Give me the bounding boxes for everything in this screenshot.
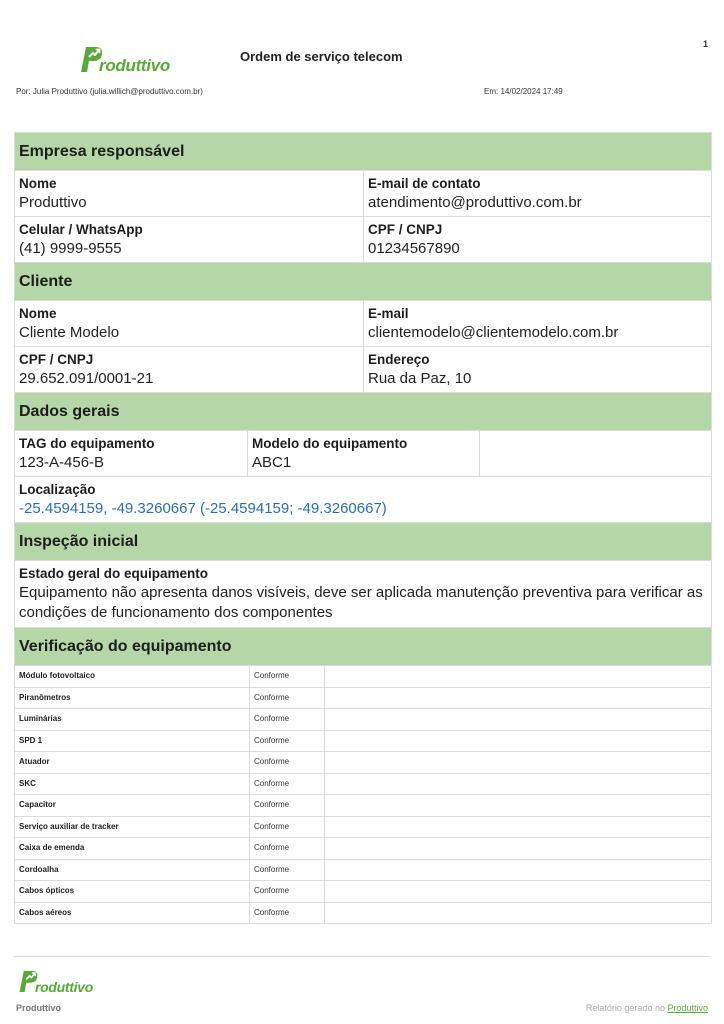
field-value: Cliente Modelo — [19, 324, 120, 341]
field-label: Celular / WhatsApp — [19, 222, 143, 237]
table-row — [15, 881, 711, 903]
field-label: Endereço — [368, 352, 430, 367]
check-item-notes — [324, 881, 711, 902]
check-item-status: Conforme — [249, 881, 324, 902]
field-row — [15, 431, 711, 477]
field-row — [15, 347, 711, 393]
footer-generated-text: Relatório gerado no — [585, 1003, 668, 1013]
check-item-status: Conforme — [249, 774, 324, 795]
field-label: Modelo do equipamento — [251, 436, 408, 451]
field-row — [15, 477, 711, 523]
page-number: 1 — [702, 39, 708, 49]
field-row — [15, 217, 711, 263]
field-cpf-cliente — [15, 347, 363, 392]
field-label: CPF / CNPJ — [368, 222, 443, 237]
location-link[interactable]: -25.4594159, -49.3260667 (-25.4594159; -49.3260667) — [19, 500, 387, 517]
table-row — [15, 860, 711, 882]
check-item-notes — [324, 838, 711, 859]
table-row — [15, 903, 711, 924]
author-line: Por: Julia Produttivo (julia.willich@produttivo.com.br) — [16, 87, 203, 96]
field-celular — [15, 217, 363, 262]
field-email-cliente — [363, 301, 711, 346]
section-header-dados-gerais: Dados gerais — [15, 393, 711, 431]
report-body — [14, 132, 712, 924]
table-row — [15, 666, 711, 688]
field-nome-empresa — [15, 171, 363, 216]
field-value: Produttivo — [19, 194, 87, 211]
section-header-inspecao-inicial: Inspeção inicial — [15, 523, 711, 561]
field-localizacao — [15, 477, 711, 522]
field-label: E-mail — [368, 306, 409, 321]
check-item-notes — [324, 774, 711, 795]
field-label: Estado geral do equipamento — [19, 566, 209, 581]
field-email-contato — [363, 171, 711, 216]
field-value: atendimento@produttivo.com.br — [368, 194, 582, 211]
field-estado-geral — [15, 561, 711, 627]
check-item-notes — [324, 731, 711, 752]
field-value: Rua da Paz, 10 — [368, 370, 472, 387]
check-item-name: Capacitor — [19, 800, 56, 809]
check-item-status: Conforme — [249, 903, 324, 924]
check-item-status: Conforme — [249, 688, 324, 709]
checklist-table — [15, 666, 711, 923]
field-value: 29.652.091/0001-21 — [19, 370, 154, 387]
check-item-name: Serviço auxiliar de tracker — [19, 821, 119, 831]
field-label: Nome — [19, 306, 57, 321]
footer-generated-note — [586, 1003, 708, 1013]
check-item-notes — [324, 817, 711, 838]
check-item-name: SKC — [19, 778, 36, 788]
check-item-name: Módulo fotovoltaico — [19, 671, 95, 680]
table-row — [15, 688, 711, 710]
field-value: clientemodelo@clientemodelo.com.br — [368, 324, 619, 341]
check-item-notes — [324, 795, 711, 816]
table-row — [15, 795, 711, 817]
brand-wordmark: roduttivo — [35, 979, 93, 995]
check-item-notes — [324, 903, 711, 924]
check-item-name: Cabos ópticos — [19, 886, 75, 895]
check-item-status: Conforme — [249, 709, 324, 730]
check-item-status: Conforme — [249, 838, 324, 859]
check-item-status: Conforme — [249, 860, 324, 881]
footer-produttivo-link[interactable]: Produttivo — [667, 1003, 708, 1013]
check-item-status: Conforme — [249, 752, 324, 773]
check-item-status: Conforme — [249, 666, 324, 687]
brand-logo — [78, 42, 170, 76]
check-item-status: Conforme — [249, 731, 324, 752]
field-row — [15, 301, 711, 347]
field-value: 01234567890 — [368, 240, 460, 257]
field-modelo-equipamento — [247, 431, 479, 476]
check-item-name: Luminárias — [19, 714, 62, 723]
field-label: CPF / CNPJ — [19, 352, 94, 367]
check-item-notes — [324, 752, 711, 773]
check-item-name: Caixa de emenda — [19, 843, 85, 852]
check-item-name: Cordoalha — [19, 864, 59, 874]
empty-cell — [479, 431, 711, 476]
field-label: TAG do equipamento — [19, 436, 155, 451]
field-value: (41) 9999-9555 — [19, 240, 122, 257]
field-value: Equipamento não apresenta danos visíveis, deve ser aplicada manutenção preventiva para verificar as condições de funcionamento dos componentes — [19, 584, 703, 621]
footer-brand-logo — [17, 967, 93, 995]
field-endereco — [363, 347, 711, 392]
check-item-name: Atuador — [19, 757, 50, 766]
field-label: E-mail de contato — [368, 176, 481, 191]
brand-wordmark: roduttivo — [99, 56, 170, 75]
field-nome-cliente — [15, 301, 363, 346]
check-item-notes — [324, 709, 711, 730]
field-value: 123-A-456-B — [19, 454, 105, 471]
field-tag-equipamento — [15, 431, 247, 476]
check-item-notes — [324, 860, 711, 881]
check-item-notes — [324, 688, 711, 709]
table-row — [15, 817, 711, 839]
section-header-empresa: Empresa responsável — [15, 133, 711, 171]
table-row — [15, 731, 711, 753]
field-row — [15, 171, 711, 217]
footer-company: Produttivo — [16, 1003, 61, 1013]
field-row — [15, 561, 711, 628]
table-row — [15, 774, 711, 796]
field-value: ABC1 — [251, 454, 292, 471]
section-header-cliente: Cliente — [15, 263, 711, 301]
check-item-status: Conforme — [249, 795, 324, 816]
check-item-name: Cabos aéreos — [19, 907, 72, 917]
document-title: Ordem de serviço telecom — [240, 49, 403, 64]
check-item-status: Conforme — [249, 817, 324, 838]
section-header-verificacao: Verificação do equipamento — [15, 628, 711, 666]
check-item-name: SPD 1 — [19, 735, 43, 745]
check-item-notes — [324, 666, 711, 687]
table-row — [15, 752, 711, 774]
field-cpf-empresa — [363, 217, 711, 262]
field-label: Localização — [19, 482, 96, 497]
footer-divider — [14, 956, 710, 957]
field-label: Nome — [19, 176, 57, 191]
check-item-name: Piranômetros — [19, 692, 71, 702]
table-row — [15, 709, 711, 731]
table-row — [15, 838, 711, 860]
date-line: Em: 14/02/2024 17:49 — [484, 87, 563, 96]
